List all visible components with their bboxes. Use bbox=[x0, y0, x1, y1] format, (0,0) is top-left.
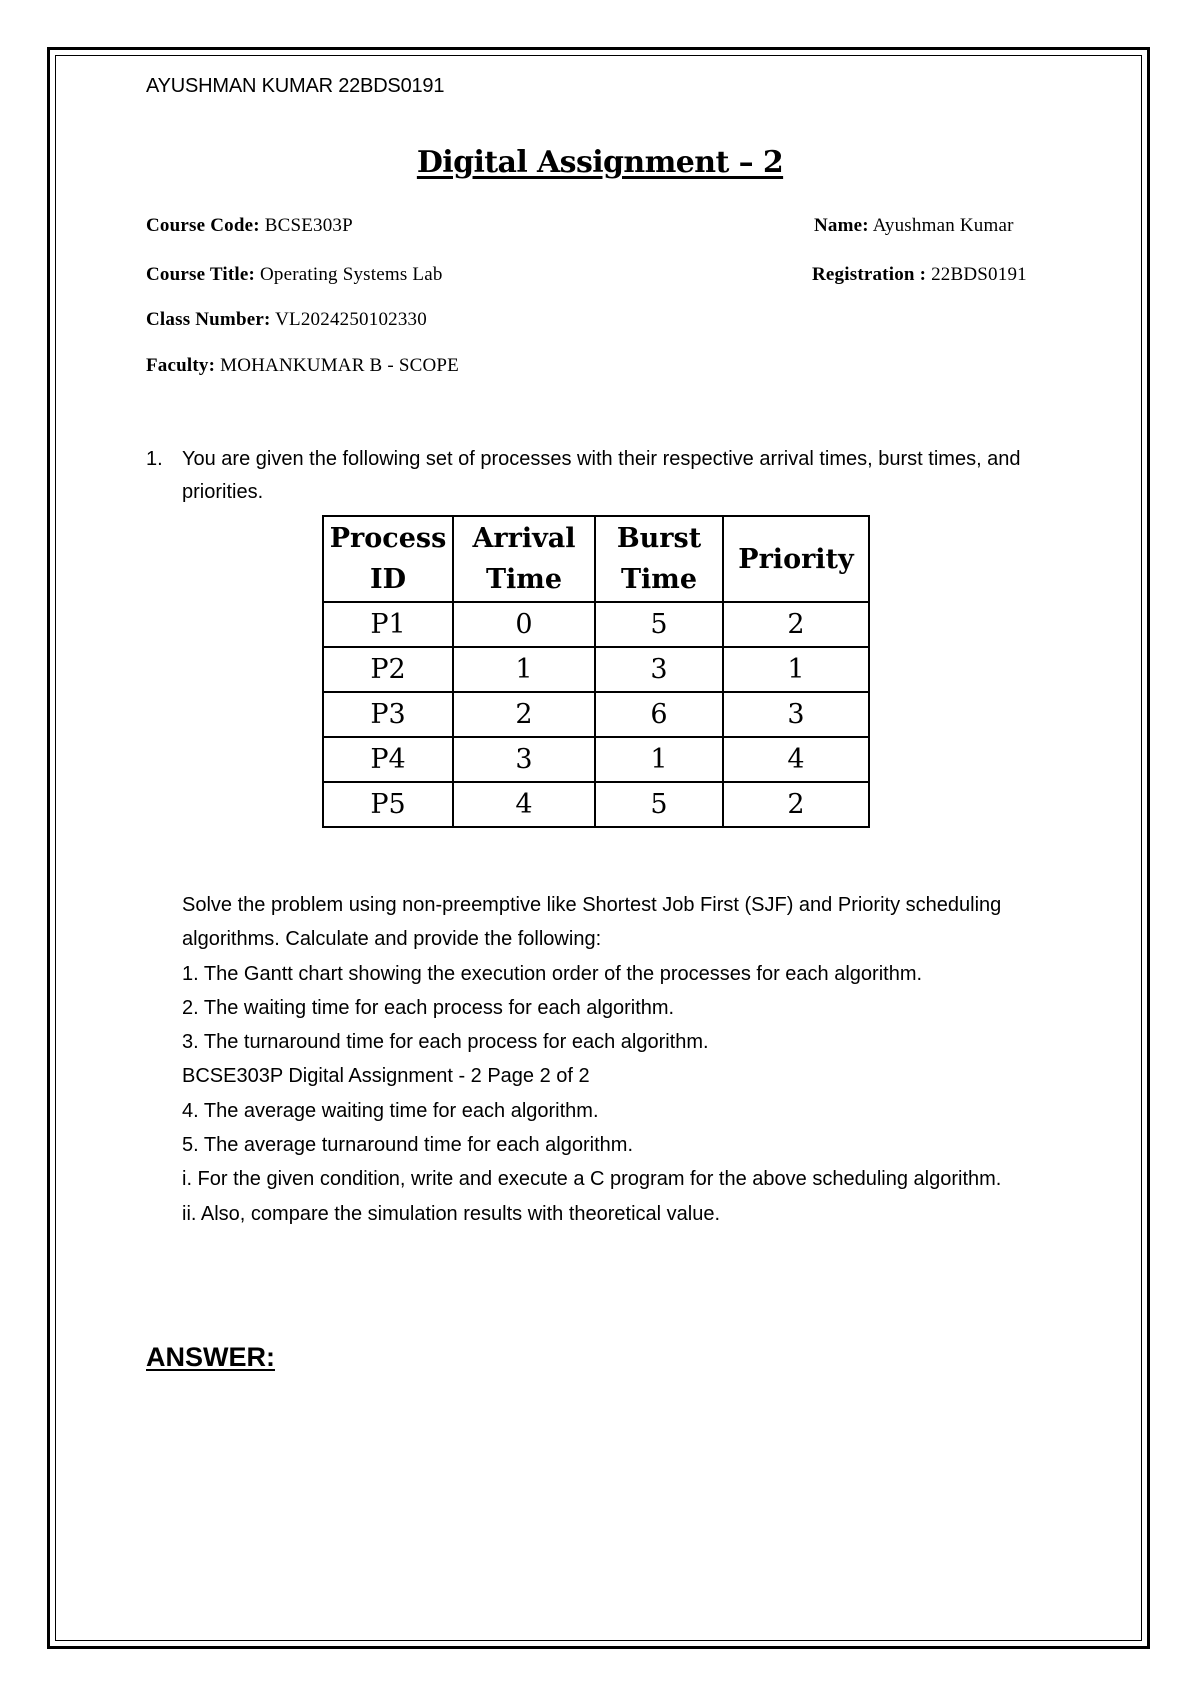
registration-value: 22BDS0191 bbox=[931, 264, 1027, 285]
cell-arrival-time: 2 bbox=[453, 692, 595, 737]
cell-process-id: P4 bbox=[323, 737, 453, 782]
header-burst-time: Burst Time bbox=[595, 516, 723, 602]
task-line: BCSE303P Digital Assignment - 2 Page 2 of 2 bbox=[182, 1065, 590, 1088]
name-value: Ayushman Kumar bbox=[872, 215, 1014, 236]
table-row bbox=[323, 737, 869, 782]
faculty-row bbox=[146, 355, 459, 377]
header-student-line: AYUSHMAN KUMAR 22BDS0191 bbox=[146, 75, 445, 97]
task-line: 4. The average waiting time for each algorithm. bbox=[182, 1099, 599, 1122]
course-code-label: Course Code: bbox=[146, 215, 260, 236]
cell-arrival-time: 0 bbox=[453, 602, 595, 647]
question-1 bbox=[146, 443, 1066, 509]
table-row bbox=[323, 647, 869, 692]
header-process-id: Process ID bbox=[323, 516, 453, 602]
course-title-value: Operating Systems Lab bbox=[259, 264, 443, 285]
cell-process-id: P3 bbox=[323, 692, 453, 737]
cell-priority: 1 bbox=[723, 647, 869, 692]
name-label: Name: bbox=[814, 215, 869, 236]
task-instructions bbox=[182, 888, 1062, 1231]
header-arrival-time: Arrival Time bbox=[453, 516, 595, 602]
cell-arrival-time: 3 bbox=[453, 737, 595, 782]
task-line: 2. The waiting time for each process for each algorithm. bbox=[182, 996, 675, 1019]
faculty-value: MOHANKUMAR B - SCOPE bbox=[220, 355, 459, 376]
answer-heading: ANSWER: bbox=[146, 1342, 275, 1372]
task-line: 5. The average turnaround time for each algorithm. bbox=[182, 1134, 633, 1157]
table-row bbox=[323, 602, 869, 647]
task-line: 1. The Gantt chart showing the execution order of the processes for each algorithm. bbox=[182, 962, 923, 985]
table-row bbox=[323, 782, 869, 827]
table-row bbox=[323, 692, 869, 737]
cell-arrival-time: 1 bbox=[453, 647, 595, 692]
cell-burst-time: 3 bbox=[595, 647, 723, 692]
task-line: 3. The turnaround time for each process for each algorithm. bbox=[182, 1031, 709, 1054]
cell-priority: 2 bbox=[723, 782, 869, 827]
cell-process-id: P5 bbox=[323, 782, 453, 827]
cell-burst-time: 5 bbox=[595, 782, 723, 827]
course-code-row bbox=[146, 215, 353, 237]
course-title-row bbox=[146, 264, 443, 286]
name-row bbox=[814, 215, 1014, 237]
faculty-label: Faculty: bbox=[146, 355, 216, 376]
cell-priority: 3 bbox=[723, 692, 869, 737]
task-line: i. For the given condition, write and execute a C program for the above scheduling algorithm. bbox=[182, 1168, 1002, 1191]
cell-process-id: P2 bbox=[323, 647, 453, 692]
cell-burst-time: 1 bbox=[595, 737, 723, 782]
task-line: ii. Also, compare the simulation results with theoretical value. bbox=[182, 1202, 721, 1225]
table-header-row bbox=[323, 516, 869, 602]
document-title: Digital Assignment – 2 bbox=[416, 145, 784, 180]
process-table bbox=[322, 515, 870, 828]
cell-priority: 2 bbox=[723, 602, 869, 647]
class-number-value: VL2024250102330 bbox=[275, 309, 427, 330]
page-inner-border bbox=[55, 55, 1142, 1641]
question-number: 1. bbox=[146, 448, 163, 470]
cell-priority: 4 bbox=[723, 737, 869, 782]
class-number-row bbox=[146, 309, 427, 331]
course-title-label: Course Title: bbox=[146, 264, 256, 285]
cell-burst-time: 6 bbox=[595, 692, 723, 737]
question-text: You are given the following set of processes with their respective arrival times, burst times, and priorities. bbox=[182, 448, 1021, 503]
header-priority: Priority bbox=[723, 516, 869, 602]
course-code-value: BCSE303P bbox=[264, 215, 353, 236]
registration-label: Registration : bbox=[812, 264, 927, 285]
class-number-label: Class Number: bbox=[146, 309, 271, 330]
cell-arrival-time: 4 bbox=[453, 782, 595, 827]
registration-row bbox=[812, 264, 1027, 286]
cell-process-id: P1 bbox=[323, 602, 453, 647]
task-line: Solve the problem using non-preemptive like Shortest Job First (SJF) and Priority scheduling algorithms. Calculate and provide the following: bbox=[182, 894, 1002, 951]
cell-burst-time: 5 bbox=[595, 602, 723, 647]
